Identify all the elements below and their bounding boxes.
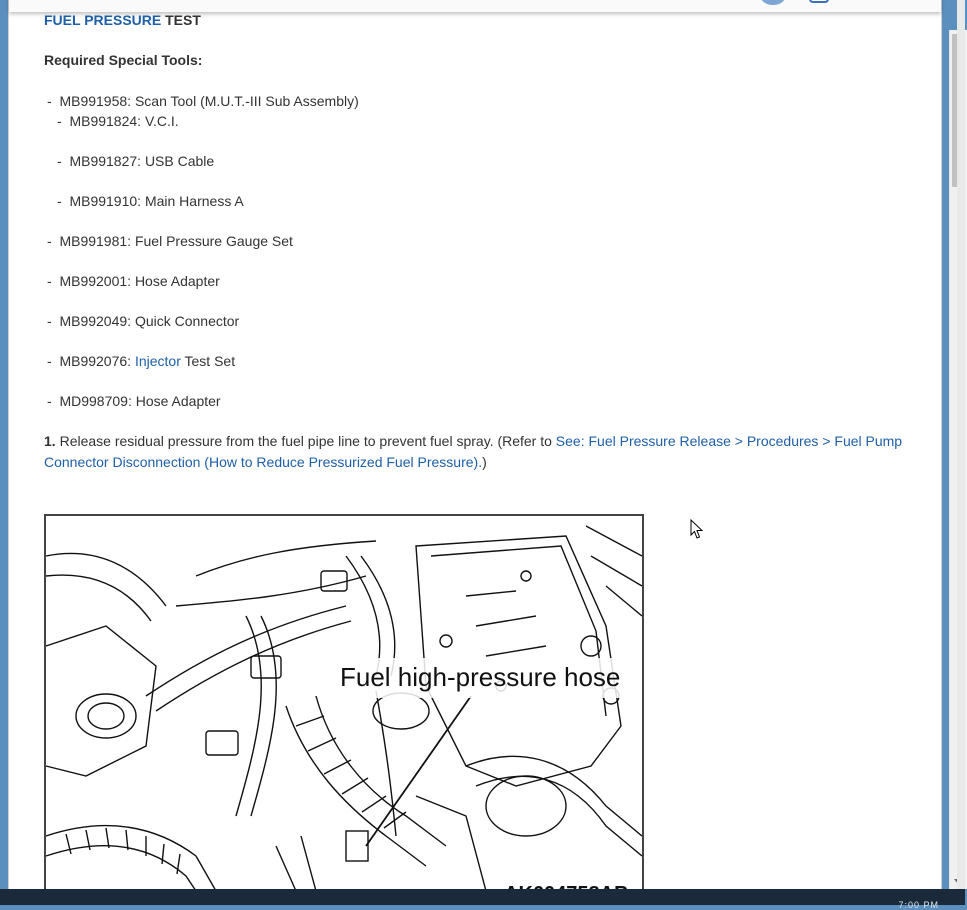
- tool-item: - MB991958: Scan Tool (M.U.T.-III Sub Assembly): [47, 93, 359, 109]
- tool-desc: Test Set: [180, 353, 236, 369]
- tool-code: MB991824: [69, 113, 138, 129]
- tool-desc: : Main Harness A: [137, 193, 244, 209]
- tool-desc: : USB Cable: [137, 153, 215, 169]
- engine-diagram: [44, 514, 644, 891]
- tool-desc: : Hose Adapter: [127, 393, 221, 409]
- page-title: [44, 10, 201, 30]
- tool-item: - MB992001: Hose Adapter: [47, 273, 220, 289]
- step-number: 1.: [44, 433, 56, 449]
- tool-item: - MB991824: V.C.I.: [57, 113, 179, 129]
- mouse-cursor-icon: [690, 519, 704, 540]
- engine-line-drawing: [46, 516, 642, 891]
- tool-code: MB991827: [69, 153, 138, 169]
- step-1: [44, 431, 914, 473]
- tool-desc: : Scan Tool (M.U.T.-III Sub Assembly): [127, 93, 359, 109]
- window-edge: [957, 0, 965, 889]
- tool-item: - MB991981: Fuel Pressure Gauge Set: [47, 233, 293, 249]
- tool-desc: : Quick Connector: [127, 313, 240, 329]
- tool-code: MB992001: [59, 273, 128, 289]
- tool-desc: : Hose Adapter: [127, 273, 220, 289]
- tool-item: - MB992049: Quick Connector: [47, 313, 240, 329]
- title-link[interactable]: FUEL PRESSURE: [44, 12, 162, 28]
- figure-label: Fuel high-pressure hose: [340, 662, 621, 692]
- tool-item: - MB991827: USB Cable: [57, 153, 215, 169]
- taskbar: [0, 889, 965, 910]
- tool-desc: : Fuel Pressure Gauge Set: [127, 233, 293, 249]
- notification-icon[interactable]: [809, 0, 829, 3]
- tool-code: MB991958: [59, 93, 128, 109]
- step-text: Release residual pressure from the fuel pipe line to prevent fuel spray. (Refer to: [55, 433, 556, 449]
- tool-desc: :: [127, 353, 135, 369]
- tool-code: MB991910: [69, 193, 138, 209]
- step-text-end: ): [482, 454, 487, 470]
- taskbar-clock: 7:00 PM: [898, 900, 939, 910]
- title-rest: TEST: [161, 12, 201, 28]
- injector-link[interactable]: Injector: [134, 353, 181, 369]
- tool-item: - MB991910: Main Harness A: [57, 193, 244, 209]
- tool-item: - MD998709: Hose Adapter: [47, 393, 221, 409]
- tool-desc: : V.C.I.: [137, 113, 179, 129]
- tool-code: MB992049: [59, 313, 128, 329]
- avatar-icon[interactable]: [759, 0, 787, 5]
- tool-code: MD998709: [59, 393, 128, 409]
- fuel-pressure-release-link[interactable]: See: Fuel Pressure Release > Procedures > Fuel Pump Connector Disconnection (How to Reduce Pressurized Fuel Pressure).: [44, 433, 903, 470]
- required-tools-heading: Required Special Tools:: [44, 52, 203, 68]
- tool-code: MB991981: [59, 233, 128, 249]
- tool-code: MB992076: [59, 353, 128, 369]
- tool-item: - MB992076: Injector Test Set: [47, 353, 236, 369]
